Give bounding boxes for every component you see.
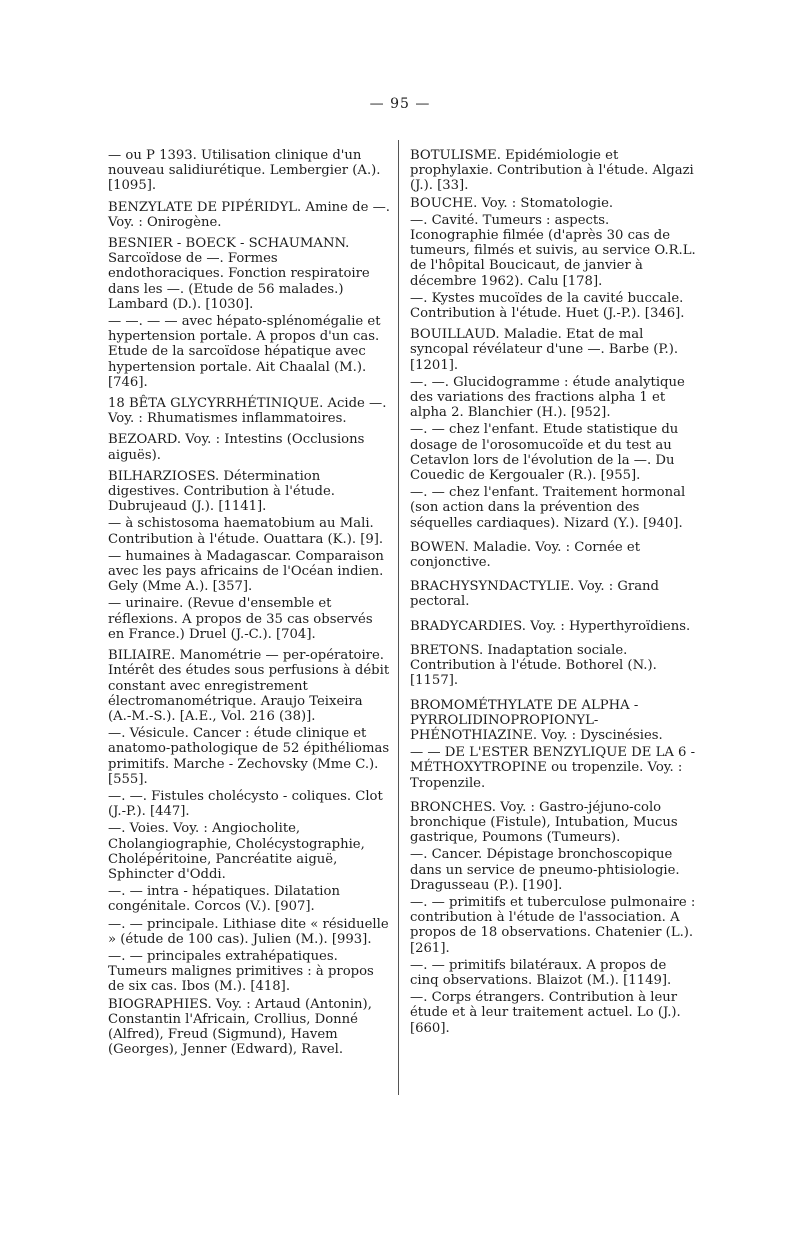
index-entry: —. Corps étrangers. Contribution à leur étude et à leur traitement actuel. Lo (J.). [660].: [410, 990, 681, 1036]
index-entry: BIOGRAPHIES. Voy. : Artaud (Antonin), Constantin l'Africain, Crollius, Donné (Alfred), Freud (Sigmund), Havem (Georges), Jenner (Edward), Ravel.: [108, 996, 372, 1058]
left-column: [108, 148, 390, 1063]
index-entry: — —. — — avec hépato-splénomégalie et hypertension portale. A propos d'un cas. Etude de la sarcoïdose hépatique avec hypertension portale. Ait Chaalal (M.). [746].: [108, 314, 381, 390]
index-entry: BOWEN. Maladie. Voy. : Cornée et conjonctive.: [410, 539, 640, 571]
index-entry: —. — primitifs bilatéraux. A propos de cinq observations. Blaizot (M.). [1149].: [410, 957, 672, 988]
index-entry: —. —. Fistules cholécysto - coliques. Clot (J.-P.). [447].: [108, 788, 383, 820]
index-entry: BILHARZIOSES. Détermination digestives. Contribution à l'étude. Dubrujeaud (J.). [1141].: [108, 468, 335, 515]
index-entry: BRACHYSYNDACTYLIE. Voy. : Grand pectoral.: [410, 579, 659, 610]
index-entry: —. Kystes mucoïdes de la cavité buccale. Contribution à l'étude. Huet (J.-P.). [346].: [410, 290, 685, 322]
index-entry: 18 BÊTA GLYCYRRHÉTINIQUE. Acide —. Voy. : Rhumatismes inflammatoires.: [108, 396, 387, 427]
index-entry: BEZOARD. Voy. : Intestins (Occlusions aiguës).: [108, 432, 365, 463]
index-entry: BROMOMÉTHYLATE DE ALPHA - PYRROLIDINOPROPIONYL-PHÉNOTHIAZINE. Voy. : Dyscinésies.: [410, 697, 663, 743]
index-entry: —. Vésicule. Cancer : étude clinique et anatomo-pathologique de 52 épithéliomas primitifs. Marche - Zechovsky (Mme C.). [555].: [108, 726, 390, 787]
index-entry: —. Cavité. Tumeurs : aspects. Iconographie filmée (d'après 30 cas de tumeurs, filmés et suivis, au service O.R.L. de l'hôpital Boucicaut, de janvier à décembre 1962). Calu [178].: [410, 212, 696, 289]
index-entry: —. — principales extrahépatiques. Tumeurs malignes primitives : à propos de six cas. Ibos (M.). [418].: [108, 948, 374, 995]
column-divider: [398, 140, 399, 1095]
index-entry: BENZYLATE DE PIPÉRIDYL. Amine de —. Voy. : Onirogène.: [108, 199, 390, 230]
index-entry: BRADYCARDIES. Voy. : Hyperthyroïdiens.: [410, 618, 691, 634]
index-entry: BOTULISME. Epidémiologie et prophylaxie. Contribution à l'étude. Algazi (J.). [33].: [410, 148, 694, 194]
index-entry: BOUILLAUD. Maladie. Etat de mal syncopal révélateur d'une —. Barbe (P.). [1201].: [410, 327, 679, 373]
right-column: [410, 148, 698, 1042]
index-entry: — à schistosoma haematobium au Mali. Contribution à l'étude. Ouattara (K.). [9].: [108, 516, 384, 547]
index-entry: —. — chez l'enfant. Traitement hormonal (son action dans la prévention des séquelles cardiaques). Nizard (Y.). [940].: [410, 485, 686, 531]
index-entry: BRETONS. Inadaptation sociale. Contribution à l'étude. Bothorel (N.). [1157].: [410, 642, 657, 689]
index-entry: — humaines à Madagascar. Comparaison avec les pays africains de l'Océan indien. Gely (Mme A.). [357].: [108, 548, 384, 595]
index-entry: —. — intra - hépatiques. Dilatation congénitale. Corcos (V.). [907].: [108, 884, 340, 915]
page-number: — 95 —: [369, 96, 431, 112]
index-entry: —. — principale. Lithiase dite « résiduelle » (étude de 100 cas). Julien (M.). [993].: [108, 916, 389, 947]
index-entry: — ou P 1393. Utilisation clinique d'un nouveau salidiurétique. Lembergier (A.). [1095].: [108, 148, 381, 194]
index-entry: —. Cancer. Dépistage bronchoscopique dans un service de pneumo-phtisiologie. Dragusseau (P.). [190].: [410, 847, 680, 893]
index-entry: BILIAIRE. Manométrie — per-opératoire. Intérêt des études sous perfusions à débit constant avec enregistrement électromanométrique. Araujo Teixeira (A.-M.-S.). [A.E., Vol. 216 (38)].: [108, 648, 390, 724]
index-entry: —. Voies. Voy. : Angiocholite, Cholangiographie, Cholécystographie, Cholépéritoine, Pancréatite aiguë, Sphincter d'Oddi.: [108, 821, 365, 882]
index-entry: BOUCHE. Voy. : Stomatologie.: [410, 195, 614, 211]
index-entry: — urinaire. (Revue d'ensemble et réflexions. A propos de 35 cas observés en France.) Druel (J.-C.). [704].: [108, 596, 373, 642]
index-entry: —. — chez l'enfant. Etude statistique du dosage de l'orosomucoïde et du test au Cetavlon lors de l'évolution de la —. Du Couedic de Kergoualer (R.). [955].: [410, 422, 679, 484]
index-entry: —. —. Glucidogramme : étude analytique des variations des fractions alpha 1 et alpha 2. Blanchier (H.). [952].: [410, 374, 685, 421]
index-entry: —. — primitifs et tuberculose pulmonaire : contribution à l'étude de l'association. A propos de 18 observations. Chatenier (L.). [261].: [410, 894, 696, 956]
index-entry: — — DE L'ESTER BENZYLIQUE DE LA 6 - MÉTHOXYTROPINE ou tropenzile. Voy. : Tropenzile.: [410, 745, 696, 791]
index-entry: BRONCHES. Voy. : Gastro-jéjuno-colo bronchique (Fistule), Intubation, Mucus gastrique, Poumons (Tumeurs).: [410, 799, 678, 846]
index-entry: BESNIER - BOECK - SCHAUMANN. Sarcoïdose de —. Formes endothoraciques. Fonction respiratoire dans les —. (Etude de 56 malades.) Lambard (D.). [1030].: [108, 236, 370, 312]
